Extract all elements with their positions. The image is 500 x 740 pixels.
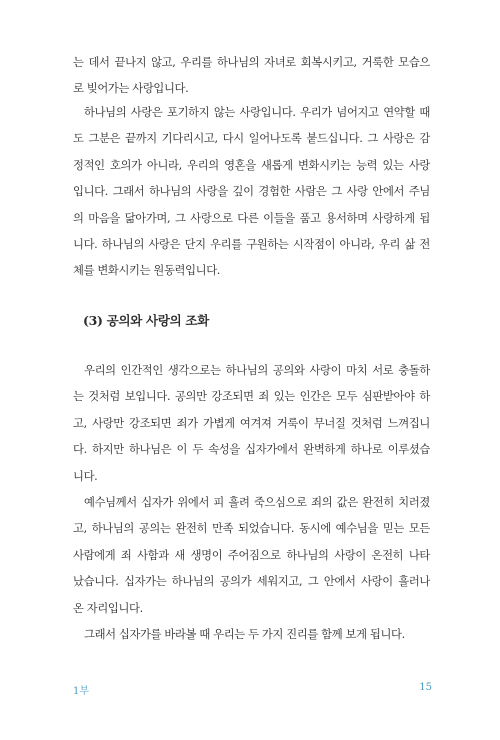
text-line: 니다. 하나님의 사랑은 단지 우리를 구원하는 시작점이 아니라, 우리 삶 전 <box>73 238 430 252</box>
text-line: 정적인 호의가 아니라, 우리의 영혼을 새롭게 변화시키는 능력 있는 사랑 <box>73 158 430 172</box>
paragraph-continuation <box>73 50 430 103</box>
section-heading: (3) 공의와 사랑의 조화 <box>83 313 209 328</box>
text-line: 로 빚어가는 사랑입니다. <box>73 82 189 96</box>
text-line: 온 자리입니다. <box>73 601 143 615</box>
paragraph-gods-love <box>73 100 430 285</box>
text-line: 그래서 십자가를 바라볼 때 우리는 두 가지 진리를 함께 보게 됩니다. <box>84 628 405 642</box>
section-body <box>73 358 430 648</box>
text-line: 사람에게 죄 사함과 새 생명이 주어짐으로 하나님의 사랑이 온전히 나타 <box>73 548 430 562</box>
text-line: 하나님의 사랑은 포기하지 않는 사랑입니다. 우리가 넘어지고 연약할 때 <box>84 106 430 119</box>
text-line: 도 그분은 끝까지 기다리시고, 다시 일어나도록 붙드십니다. 그 사랑은 감 <box>73 132 430 146</box>
text-line: 고, 사랑만 강조되면 죄가 가볍게 여겨져 거룩이 무너질 것처럼 느껴집니 <box>73 416 430 430</box>
text-line: 체를 변화시키는 원동력입니다. <box>73 264 221 278</box>
footer-part-label: 1부 <box>73 686 90 697</box>
text-line: 는 데서 끝나지 않고, 우리를 하나님의 자녀로 회복시키고, 거룩한 모습으 <box>73 56 430 69</box>
text-line: 났습니다. 십자가는 하나님의 공의가 세워지고, 그 안에서 사랑이 흘러나 <box>73 575 430 589</box>
text-line: 의 마음을 닮아가며, 그 사랑으로 다른 이들을 품고 용서하며 사랑하게 됩 <box>73 211 430 225</box>
footer-page-number: 15 <box>419 682 432 693</box>
text-line: 입니다. 그래서 하나님의 사랑을 깊이 경험한 사람은 그 사랑 안에서 주님 <box>73 185 430 199</box>
text-line: 는 것처럼 보입니다. 공의만 강조되면 죄 있는 인간은 모두 심판받아야 하 <box>73 390 430 404</box>
text-line: 니다. <box>73 469 98 483</box>
text-line: 다. 하지만 하나님은 이 두 속성을 십자가에서 완벽하게 하나로 이루셨습 <box>73 443 430 457</box>
text-line: 우리의 인간적인 생각으로는 하나님의 공의와 사랑이 마치 서로 충돌하 <box>84 364 430 377</box>
text-line: 예수님께서 십자가 위에서 피 흘려 죽으심으로 죄의 값은 완전히 치러졌 <box>84 496 430 510</box>
text-line: 고, 하나님의 공의는 완전히 만족 되었습니다. 동시에 예수님을 믿는 모든 <box>73 522 430 536</box>
